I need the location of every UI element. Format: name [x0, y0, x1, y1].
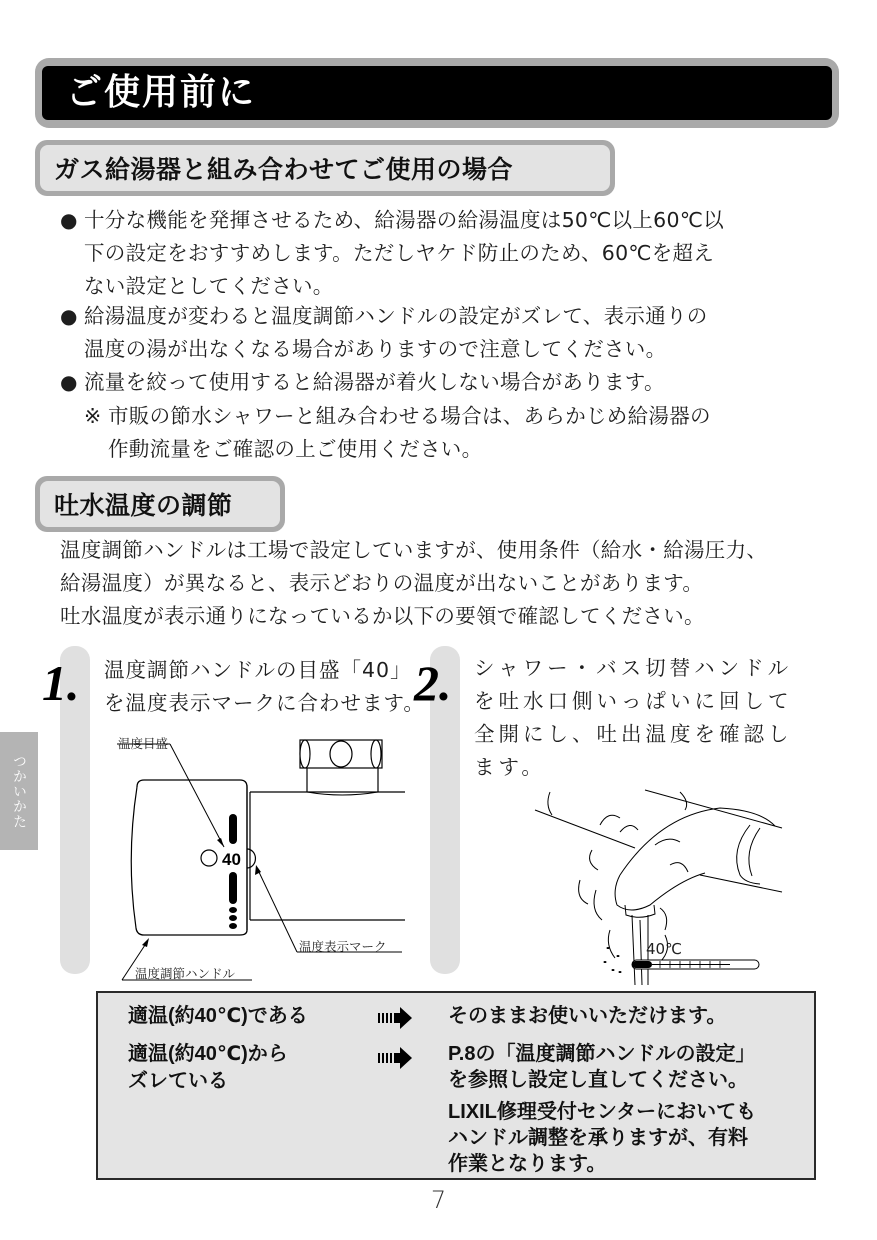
- side-tab-label: つかいかた: [11, 753, 27, 829]
- section-heading-temp-text: 吐水温度の調節: [54, 491, 233, 520]
- section-heading-bg: [40, 145, 610, 191]
- result-action-ok: [448, 1003, 726, 1029]
- step-line: シャワー・バス切替ハンドル: [474, 656, 793, 680]
- section-heading-gas: [35, 140, 615, 196]
- faucet-thermometer-illustration: [520, 780, 820, 990]
- condition-line: 適温(約40℃)から: [128, 1043, 288, 1065]
- bullet-icon: ●: [60, 304, 78, 328]
- section-heading-bg: [40, 481, 280, 527]
- page-title-background: [42, 66, 832, 120]
- bullet-line: ない設定としてください。: [84, 274, 334, 298]
- step-2-number: 2.: [414, 655, 452, 711]
- step-line: ます。: [474, 755, 546, 779]
- intro-line: 給湯温度）が異なると、表示どおりの温度が出ないことがあります。: [60, 571, 704, 595]
- bullet-item: [60, 366, 830, 399]
- note-line: 市販の節水シャワーと組み合わせる場合は、あらかじめ給湯器の: [108, 404, 711, 428]
- action-line: を参照し設定し直してください。: [448, 1069, 748, 1091]
- step-line: 温度調節ハンドルの目盛「40」: [104, 658, 412, 682]
- step-1-number: 1.: [42, 655, 80, 711]
- dial-value: 40: [222, 850, 241, 869]
- side-index-tab: [0, 732, 38, 850]
- section-heading-gas-text: ガス給湯器と組み合わせてご使用の場合: [54, 155, 514, 184]
- condition-line: 適温(約40℃)である: [128, 1005, 308, 1027]
- bullet-line: 流量を絞って使用すると給湯器が着火しない場合があります。: [84, 370, 665, 394]
- action-line: LIXIL修理受付センターにおいても: [448, 1101, 757, 1123]
- action-line: P.8の「温度調節ハンドルの設定」: [448, 1043, 756, 1065]
- step-line: を温度表示マークに合わせます。: [104, 691, 425, 715]
- scale-label: 温度目盛: [118, 736, 169, 751]
- intro-line: 温度調節ハンドルは工場で設定していますが、使用条件（給水・給湯圧力、: [60, 538, 768, 562]
- mark-label: 温度表示マーク: [299, 939, 387, 954]
- handle-label: 温度調節ハンドル: [135, 966, 236, 981]
- step-1-text: [104, 654, 425, 720]
- bullet-line: 十分な機能を発揮させるため、給湯器の給湯温度は50℃以上60℃以: [84, 208, 724, 232]
- result-table: [96, 991, 816, 1180]
- note-item: [84, 400, 824, 466]
- bullet-line: 温度の湯が出なくなる場合がありますので注意してください。: [84, 337, 667, 361]
- bullet-item: [60, 204, 830, 303]
- intro-line: 吐水温度が表示通りになっているか以下の要領で確認してください。: [60, 604, 705, 628]
- step-2-text: [474, 652, 793, 784]
- action-line: ハンドル調整を承りますが、有料: [448, 1127, 748, 1149]
- bullet-icon: ●: [60, 208, 78, 232]
- page-title-bar: [35, 58, 839, 128]
- bullet-line: 下の設定をおすすめします。ただしヤケド防止のため、60℃を超え: [84, 241, 715, 265]
- action-line: 作業となります。: [448, 1153, 607, 1175]
- result-condition-off: [128, 1041, 288, 1095]
- section-heading-temp: [35, 476, 285, 532]
- result-action-off: [448, 1041, 756, 1177]
- bullet-item: [60, 300, 830, 366]
- page-number: 7: [430, 1186, 447, 1214]
- step-line: を吐水口側いっぱいに回して: [474, 689, 793, 713]
- arrow-right-icon: [378, 1007, 414, 1029]
- action-line: そのままお使いいただけます。: [448, 1005, 727, 1027]
- step-line: 全開にし、吐出温度を確認し: [474, 722, 793, 746]
- condition-line: ズレている: [128, 1070, 228, 1092]
- reference-mark-icon: ※: [84, 404, 102, 428]
- page-title: ご使用前に: [66, 72, 257, 113]
- intro-paragraph: [60, 534, 840, 633]
- note-line: 作動流量をご確認の上ご使用ください。: [108, 437, 483, 461]
- thermometer-label: 40℃: [646, 940, 682, 958]
- bullet-line: 給湯温度が変わると温度調節ハンドルの設定がズレて、表示通りの: [84, 304, 708, 328]
- bullet-icon: ●: [60, 370, 78, 394]
- arrow-right-icon: [378, 1047, 414, 1069]
- result-condition-ok: [128, 1003, 308, 1030]
